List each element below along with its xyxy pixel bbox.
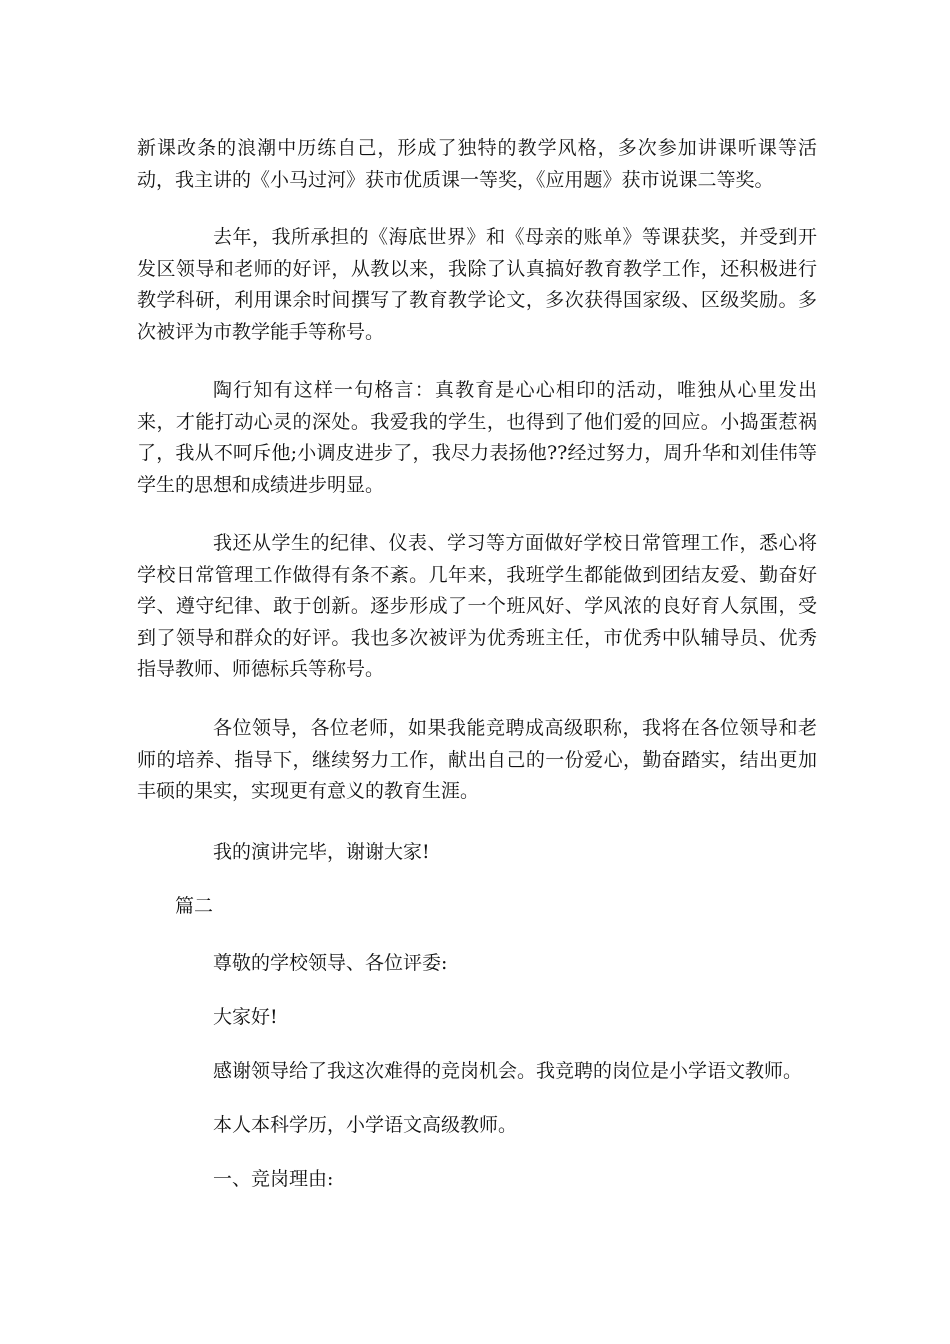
section-heading-part-two: 篇二 xyxy=(175,895,214,917)
paragraph-awards: 去年，我所承担的《海底世界》和《母亲的账单》等课获奖，并受到开发区领导和老师的好评，从教以来，我除了认真搞好教育教学工作，还积极进行教学科研，利用课余时间撰写了教育教学论文，多次获得国家级、区级奖励。多次被评为市教学能手等称号。 xyxy=(137,226,817,343)
salutation: 尊敬的学校领导、各位评委: xyxy=(213,952,448,974)
paragraph-commitment: 各位领导，各位老师，如果我能竞聘成高级职称，我将在各位领导和老师的培养、指导下，继续努力工作，献出自己的一份爱心，勤奋踏实，结出更加丰硕的果实，实现更有意义的教育生涯。 xyxy=(137,717,817,802)
paragraph-qualification: 本人本科学历，小学语文高级教师。 xyxy=(213,1114,518,1136)
paragraph-thanks: 感谢领导给了我这次难得的竞岗机会。我竞聘的岗位是小学语文教师。 xyxy=(213,1060,803,1082)
paragraph-closing: 我的演讲完毕，谢谢大家! xyxy=(213,841,430,863)
greeting: 大家好! xyxy=(213,1006,278,1028)
paragraph-tao-xingzhi: 陶行知有这样一句格言：真教育是心心相印的活动，唯独从心里发出来，才能打动心灵的深处。我爱我的学生，也得到了他们爱的回应。小捣蛋惹祸了，我从不呵斥他;小调皮进步了，我尽力表扬他??经过努力，周升华和刘佳伟等学生的思想和成绩进步明显。 xyxy=(137,379,817,496)
paragraph-class-management: 我还从学生的纪律、仪表、学习等方面做好学校日常管理工作，悉心将学校日常管理工作做得有条不紊。几年来，我班学生都能做到团结友爱、勤奋好学、遵守纪律、敢于创新。逐步形成了一个班风好、学风浓的良好育人氛围，受到了领导和群众的好评。我也多次被评为优秀班主任，市优秀中队辅导员、优秀指导教师、师德标兵等称号。 xyxy=(137,532,817,680)
paragraph-continuation: 新课改条的浪潮中历练自己，形成了独特的教学风格，多次参加讲课听课等活动，我主讲的《小马过河》获市优质课一等奖，《应用题》获市说课二等奖。 xyxy=(137,137,817,191)
section-heading-reasons: 一、竞岗理由: xyxy=(213,1168,334,1190)
